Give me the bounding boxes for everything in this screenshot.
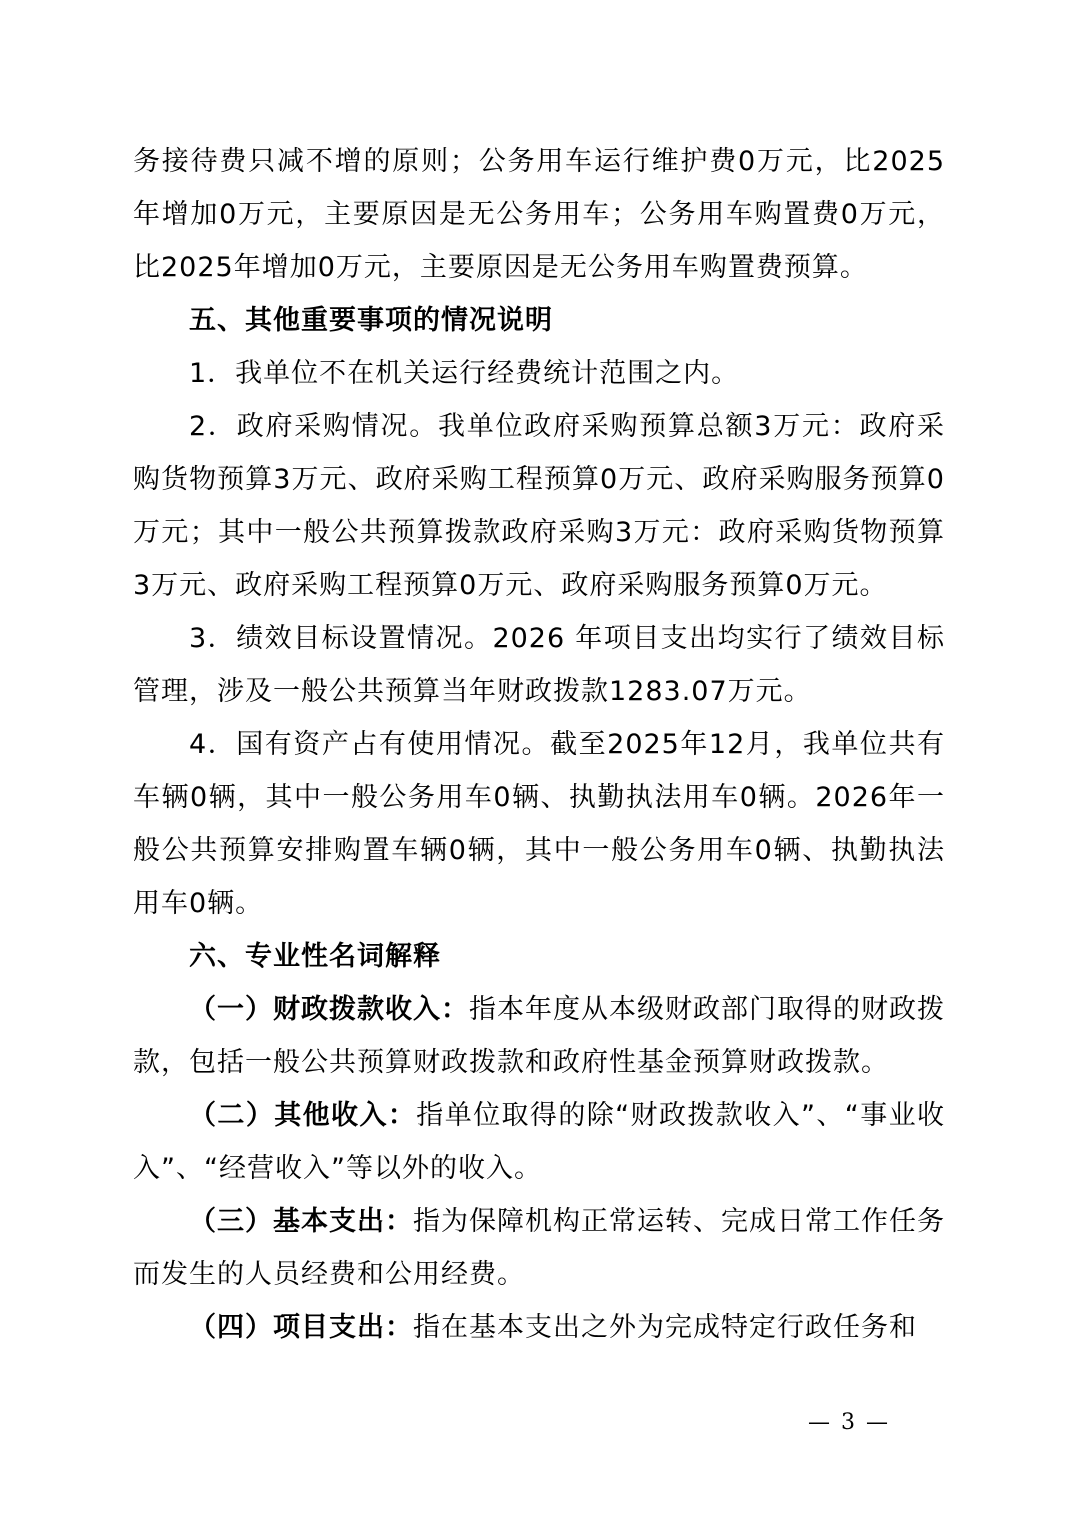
definition-4: [133, 1301, 945, 1354]
definition-2: [133, 1089, 945, 1195]
definition-4-term: （四）项目支出：: [189, 1312, 413, 1343]
definition-3: [133, 1195, 945, 1301]
section-heading-5: 五、其他重要事项的情况说明: [189, 305, 553, 336]
definition-1-text: 指本年度从本级财政部门取得的财政拨款，包括一般公共预算财政拨款和政府性基金预算财政拨款。: [133, 994, 945, 1078]
section-heading-6: 六、专业性名词解释: [189, 941, 441, 972]
continued-paragraph: 务接待费只减不增的原则；公务用车运行维护费0万元，比2025年增加0万元，主要原因是无公务用车；公务用车购置费0万元，比2025年增加0万元，主要原因是无公务用车购置费预算。: [133, 146, 945, 283]
item-3: 3．绩效目标设置情况。2026 年项目支出均实行了绩效目标管理，涉及一般公共预算当年财政拨款1283.07万元。: [133, 623, 945, 707]
definition-3-term: （三）基本支出：: [189, 1206, 413, 1237]
item-4: 4．国有资产占有使用情况。截至2025年12月，我单位共有车辆0辆，其中一般公务用车0辆、执勤执法用车0辆。2026年一般公共预算安排购置车辆0辆，其中一般公务用车0辆、执勤执法用车0辆。: [133, 729, 945, 919]
definition-1: [133, 983, 945, 1089]
definition-1-term: （一）财政拨款收入：: [189, 994, 469, 1025]
definition-2-text: 指单位取得的除“财政拨款收入”、“事业收入”、“经营收入”等以外的收入。: [133, 1100, 946, 1184]
definition-3-text: 指为保障机构正常运转、完成日常工作任务而发生的人员经费和公用经费。: [133, 1206, 945, 1290]
document-body: [133, 135, 945, 1354]
definition-4-text: 指在基本支出之外为完成特定行政任务和: [413, 1312, 917, 1343]
definition-2-term: （二）其他收入：: [189, 1100, 417, 1131]
item-1: 1．我单位不在机关运行经费统计范围之内。: [189, 358, 740, 389]
page-number: — 3 —: [808, 1410, 890, 1435]
item-2: 2．政府采购情况。我单位政府采购预算总额3万元：政府采购货物预算3万元、政府采购工程预算0万元、政府采购服务预算0万元；其中一般公共预算拨款政府采购3万元：政府采购货物预算3万元、政府采购工程预算0万元、政府采购服务预算0万元。: [133, 411, 945, 601]
